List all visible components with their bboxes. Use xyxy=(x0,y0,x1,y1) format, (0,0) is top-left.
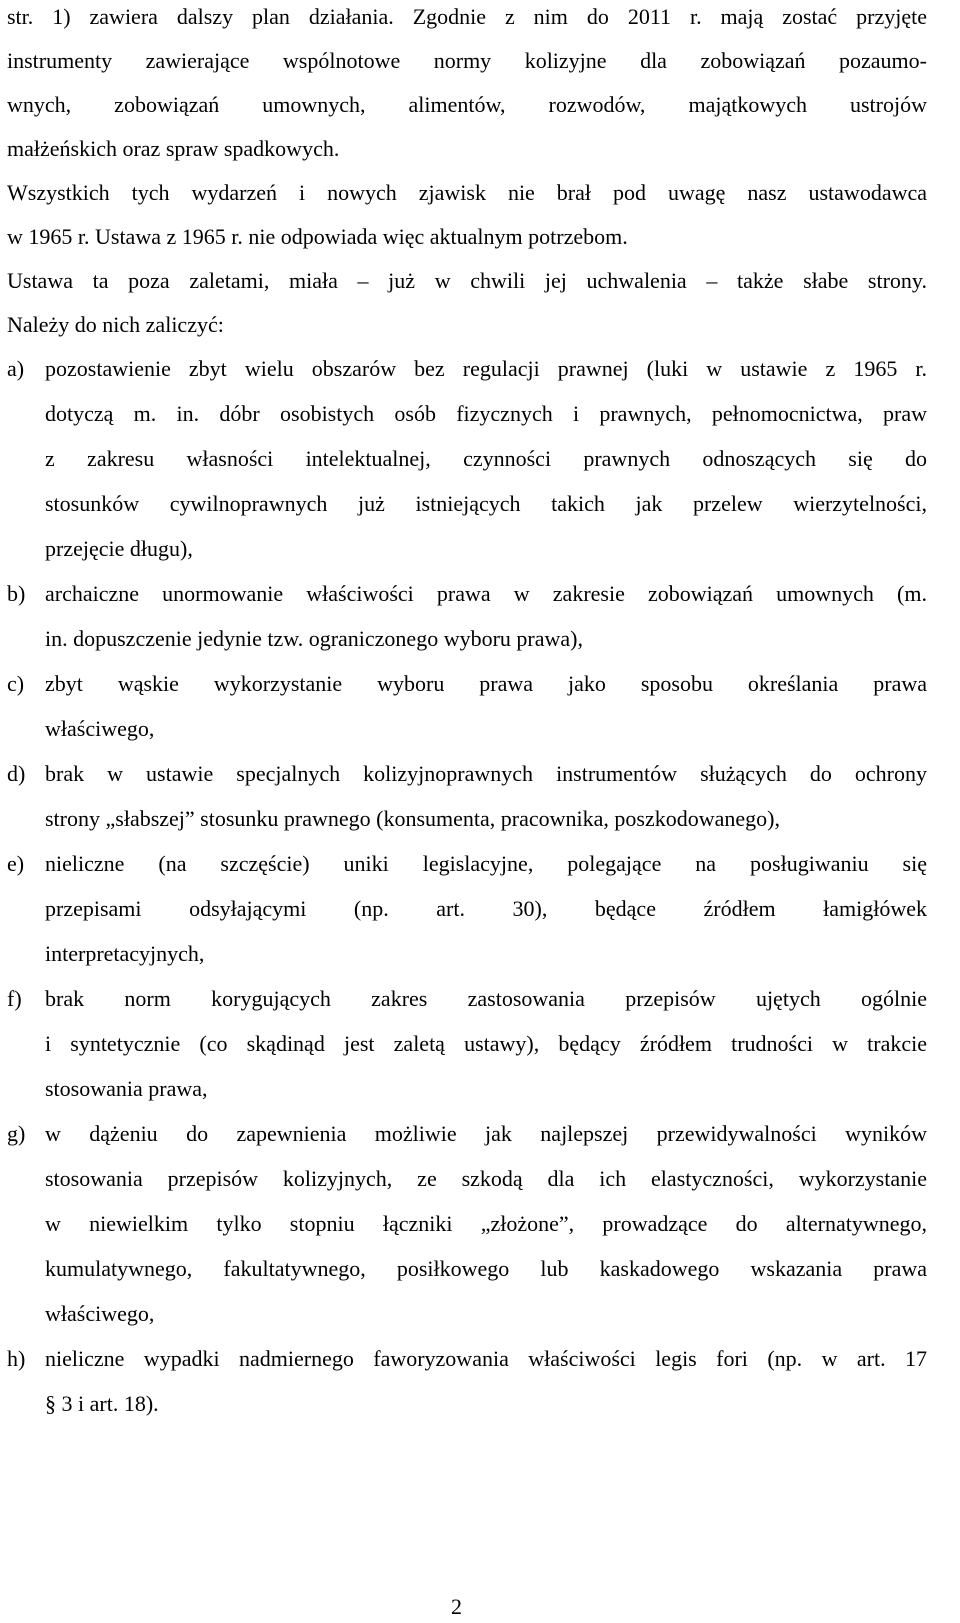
list-item-label: b) xyxy=(7,581,26,606)
list-item-line: w niewielkim tylko stopniu łączniki „złożone”, prowadzące do alternatywnego, xyxy=(45,1211,927,1236)
list-item-line: stosowania prawa, xyxy=(45,1076,208,1101)
list-item-label: f) xyxy=(7,986,22,1011)
list-item-line: § 3 i art. 18). xyxy=(45,1391,159,1416)
text-line: Należy do nich zaliczyć: xyxy=(7,312,224,337)
list-item-line: brak norm korygujących zakres zastosowania przepisów ujętych ogólnie xyxy=(45,986,927,1011)
list-item-line: stosowania przepisów kolizyjnych, ze szkodą dla ich elastyczności, wykorzystanie xyxy=(45,1166,927,1191)
list-item-line: w dążeniu do zapewnienia możliwie jak najlepszej przewidywalności wyników xyxy=(45,1121,927,1146)
list-item-line: z zakresu własności intelektualnej, czynności prawnych odnoszących się do xyxy=(45,446,927,471)
list-item-line: archaiczne unormowanie właściwości prawa w zakresie zobowiązań umownych (m. xyxy=(45,581,927,606)
list-item-line: zbyt wąskie wykorzystanie wyboru prawa jako sposobu określania prawa xyxy=(45,671,927,696)
list-item-line: właściwego, xyxy=(45,716,155,741)
list-item-label: d) xyxy=(7,761,26,786)
text-line: str. 1) zawiera dalszy plan działania. Zgodnie z nim do 2011 r. mają zostać przyjęte xyxy=(7,4,927,29)
list-item-line: stosunków cywilnoprawnych już istniejących takich jak przelew wierzytelności, xyxy=(45,491,927,516)
list-item-line: nieliczne wypadki nadmiernego faworyzowania właściwości legis fori (np. w art. 17 xyxy=(45,1346,927,1371)
text-line: małżeńskich oraz spraw spadkowych. xyxy=(7,136,340,161)
text-line: instrumenty zawierające wspólnotowe normy kolizyjne dla zobowiązań pozaumo- xyxy=(7,48,927,73)
text-line: Wszystkich tych wydarzeń i nowych zjawisk nie brał pod uwagę nasz ustawodawca xyxy=(7,180,927,205)
list-item-label: e) xyxy=(7,851,25,876)
list-item-label: a) xyxy=(7,356,25,381)
list-item-line: interpretacyjnych, xyxy=(45,941,205,966)
page-number: 2 xyxy=(451,1594,462,1619)
text-line: w 1965 r. Ustawa z 1965 r. nie odpowiada więc aktualnym potrzebom. xyxy=(7,224,628,249)
list-item-line: dotyczą m. in. dóbr osobistych osób fizycznych i prawnych, pełnomocnictwa, praw xyxy=(45,401,927,426)
list-item-line: brak w ustawie specjalnych kolizyjnoprawnych instrumentów służących do ochrony xyxy=(45,761,927,786)
list-item-label: g) xyxy=(7,1121,26,1146)
list-item-label: h) xyxy=(7,1346,26,1371)
list-item-line: nieliczne (na szczęście) uniki legislacyjne, polegające na posługiwaniu się xyxy=(45,851,927,876)
list-item-line: kumulatywnego, fakultatywnego, posiłkowego lub kaskadowego wskazania prawa xyxy=(45,1256,927,1281)
list-item-line: przepisami odsyłającymi (np. art. 30), będące źródłem łamigłówek xyxy=(45,896,927,921)
list-item-line: strony „słabszej” stosunku prawnego (konsumenta, pracownika, poszkodowanego), xyxy=(45,806,780,831)
list-item-line: właściwego, xyxy=(45,1301,155,1326)
text-line: Ustawa ta poza zaletami, miała – już w chwili jej uchwalenia – także słabe strony. xyxy=(7,268,927,293)
list-item-line: i syntetycznie (co skądinąd jest zaletą ustawy), będący źródłem trudności w trakcie xyxy=(45,1031,927,1056)
list-item-line: in. dopuszczenie jedynie tzw. ograniczonego wyboru prawa), xyxy=(45,626,583,651)
list-item-label: c) xyxy=(7,671,25,696)
list-item-line: pozostawienie zbyt wielu obszarów bez regulacji prawnej (luki w ustawie z 1965 r. xyxy=(45,356,927,381)
text-line: wnych, zobowiązań umownych, alimentów, rozwodów, majątkowych ustrojów xyxy=(7,92,927,117)
list-item-line: przejęcie długu), xyxy=(45,536,193,561)
